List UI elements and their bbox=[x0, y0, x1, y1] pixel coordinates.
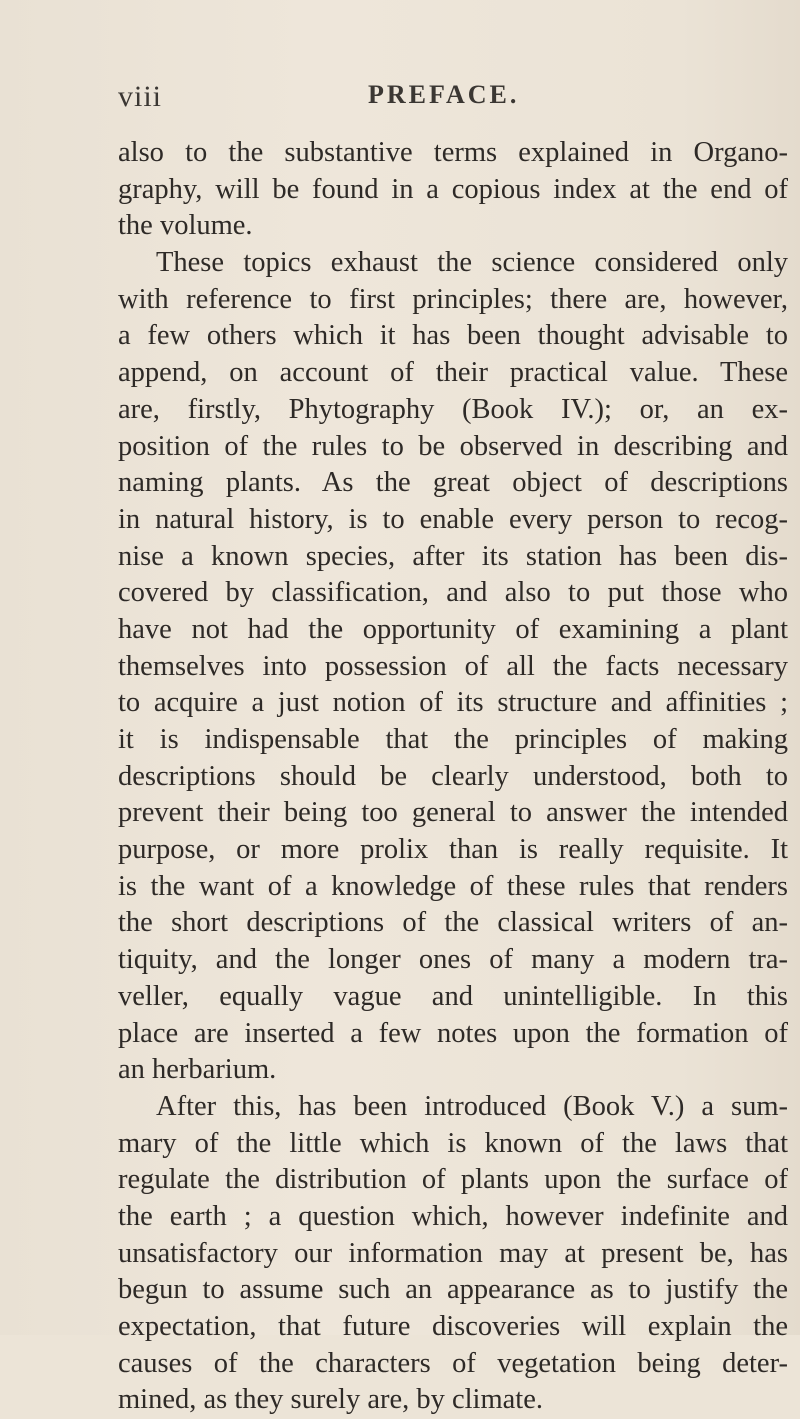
text-line: the volume. bbox=[118, 210, 253, 242]
text-line: veller, equally vague and unintelligible. In this bbox=[118, 980, 788, 1012]
text-line: covered by classification, and also to put those who bbox=[118, 577, 788, 609]
text-line: an herbarium. bbox=[118, 1054, 277, 1086]
text-line: naming plants. As the great object of descriptions bbox=[118, 467, 788, 499]
text-line: it is indispensable that the principles of making bbox=[118, 724, 788, 755]
text-line: unsatisfactory our information may at present be, has bbox=[118, 1237, 788, 1269]
running-title: PREFACE. bbox=[368, 80, 520, 109]
text-line: begun to assume such an appearance as to justify the bbox=[118, 1274, 788, 1306]
text-line: nise a known species, after its station has been dis- bbox=[118, 540, 788, 572]
text-line: regulate the distribution of plants upon the surface of bbox=[118, 1164, 788, 1196]
text-line: a few others which it has been thought advisable to bbox=[118, 320, 788, 352]
text-line: append, on account of their practical value. These bbox=[118, 357, 788, 389]
text-line: mary of the little which is known of the laws that bbox=[118, 1127, 788, 1159]
text-line: are, firstly, Phytography (Book IV.); or, an ex- bbox=[118, 393, 788, 425]
text-line: have not had the opportunity of examining a plant bbox=[118, 613, 788, 645]
text-line: in natural history, is to enable every person to recog- bbox=[118, 503, 788, 535]
text-line: also to the substantive terms explained in Organo- bbox=[118, 137, 788, 168]
text-line: mined, as they surely are, by climate. bbox=[118, 1384, 543, 1416]
text-line: expectation, that future discoveries will explain the bbox=[118, 1311, 788, 1342]
text-line: prevent their being too general to answer the intended bbox=[118, 797, 788, 829]
text-line: with reference to first principles; there are, however, bbox=[118, 283, 788, 315]
text-line: to acquire a just notion of its structure and affinities ; bbox=[118, 687, 788, 719]
text-line: the short descriptions of the classical writers of an- bbox=[118, 907, 788, 939]
page-header bbox=[118, 80, 718, 120]
text-line: descriptions should be clearly understood, both to bbox=[118, 760, 788, 792]
text-line: place are inserted a few notes upon the formation of bbox=[118, 1017, 788, 1049]
text-line: graphy, will be found in a copious index at the end of bbox=[118, 173, 788, 205]
page-number: viii bbox=[118, 80, 163, 113]
text-line: is the want of a knowledge of these rules that renders bbox=[118, 870, 788, 902]
text-line: These topics exhaust the science considered only bbox=[156, 247, 788, 279]
text-line: themselves into possession of all the facts necessary bbox=[118, 650, 788, 682]
body-text bbox=[118, 135, 788, 1419]
text-line: the earth ; a question which, however indefinite and bbox=[118, 1200, 788, 1232]
text-line: purpose, or more prolix than is really requisite. It bbox=[118, 834, 788, 866]
text-line: position of the rules to be observed in describing and bbox=[118, 430, 788, 462]
text-line: tiquity, and the longer ones of many a modern tra- bbox=[118, 944, 788, 976]
text-line: causes of the characters of vegetation being deter- bbox=[118, 1347, 788, 1379]
text-line: After this, has been introduced (Book V.) a sum- bbox=[156, 1090, 788, 1122]
